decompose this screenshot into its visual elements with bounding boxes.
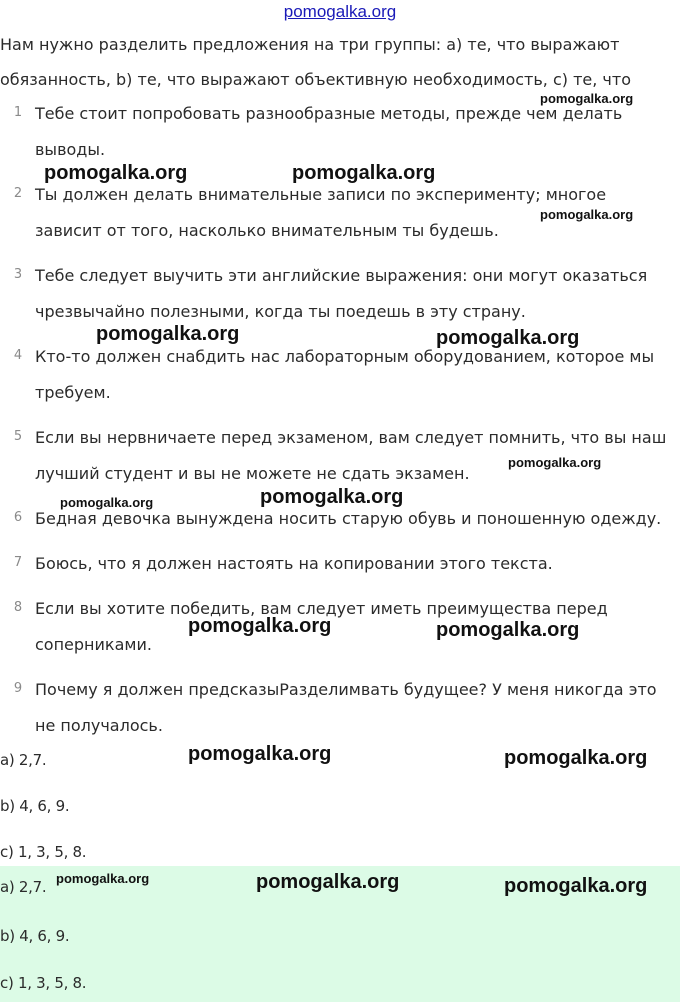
watermark: pomogalka.org: [436, 327, 580, 349]
site-title-link[interactable]: pomogalka.org: [283, 2, 397, 21]
watermark: pomogalka.org: [188, 615, 332, 637]
item-number: 9: [13, 681, 23, 696]
item-text: Бедная девочка вынуждена носить старую обувь и поношенную одежду.: [35, 509, 662, 528]
item-number: 2: [13, 186, 23, 201]
watermark: pomogalka.org: [292, 162, 436, 184]
item-number: 5: [13, 429, 23, 444]
item-text: Кто-то должен снабдить нас лабораторным оборудованием, которое мы требуем.: [35, 347, 655, 402]
watermark: pomogalka.org: [188, 743, 332, 765]
watermark: pomogalka.org: [540, 207, 634, 222]
watermark: pomogalka.org: [260, 486, 404, 508]
answer-c: c) 1, 3, 5, 8.: [0, 843, 87, 861]
watermark: pomogalka.org: [504, 747, 648, 769]
item-number: 4: [13, 348, 23, 363]
answer-a: a) 2,7.: [0, 751, 47, 769]
item-text: Боюсь, что я должен настоять на копировании этого текста.: [35, 554, 553, 573]
answer-b: b) 4, 6, 9.: [0, 797, 70, 815]
item-text: Если вы нервничаете перед экзаменом, вам следует помнить, что вы наш лучший студент и вы не можете не сдать экзамен.: [35, 428, 667, 483]
highlighted-answer-a: a) 2,7.: [0, 878, 47, 896]
watermark: pomogalka.org: [540, 91, 634, 106]
item-text: Если вы хотите победить, вам следует иметь преимущества перед соперниками.: [35, 599, 608, 654]
highlighted-answer-b: b) 4, 6, 9.: [0, 927, 70, 945]
item-text: Почему я должен предсказыРазделимвать будущее? У меня никогда это не получалось.: [35, 680, 657, 735]
item-number: 6: [13, 510, 23, 525]
item-number: 7: [13, 555, 23, 570]
watermark: pomogalka.org: [436, 619, 580, 641]
intro-paragraph: Нам нужно разделить предложения на три группы: a) те, что выражают обязанность, b) те, что выражают объективную необходимость, c) те, что: [0, 35, 631, 89]
item-text: Тебе стоит попробовать разнообразные методы, прежде чем делать выводы.: [35, 104, 623, 159]
item-number: 1: [13, 105, 23, 120]
watermark: pomogalka.org: [56, 871, 150, 886]
item-text: Ты должен делать внимательные записи по эксперименту; многое зависит от того, насколько внимательным ты будешь.: [35, 185, 607, 240]
item-number: 8: [13, 600, 23, 615]
watermark: pomogalka.org: [60, 495, 154, 510]
highlighted-answer-c: c) 1, 3, 5, 8.: [0, 974, 87, 992]
watermark: pomogalka.org: [44, 162, 188, 184]
watermark: pomogalka.org: [504, 875, 648, 897]
item-number: 3: [13, 267, 23, 282]
watermark: pomogalka.org: [508, 455, 602, 470]
watermark: pomogalka.org: [96, 323, 240, 345]
watermark: pomogalka.org: [256, 871, 400, 893]
item-text: Тебе следует выучить эти английские выражения: они могут оказаться чрезвычайно полезными, когда ты поедешь в эту страну.: [35, 266, 648, 321]
